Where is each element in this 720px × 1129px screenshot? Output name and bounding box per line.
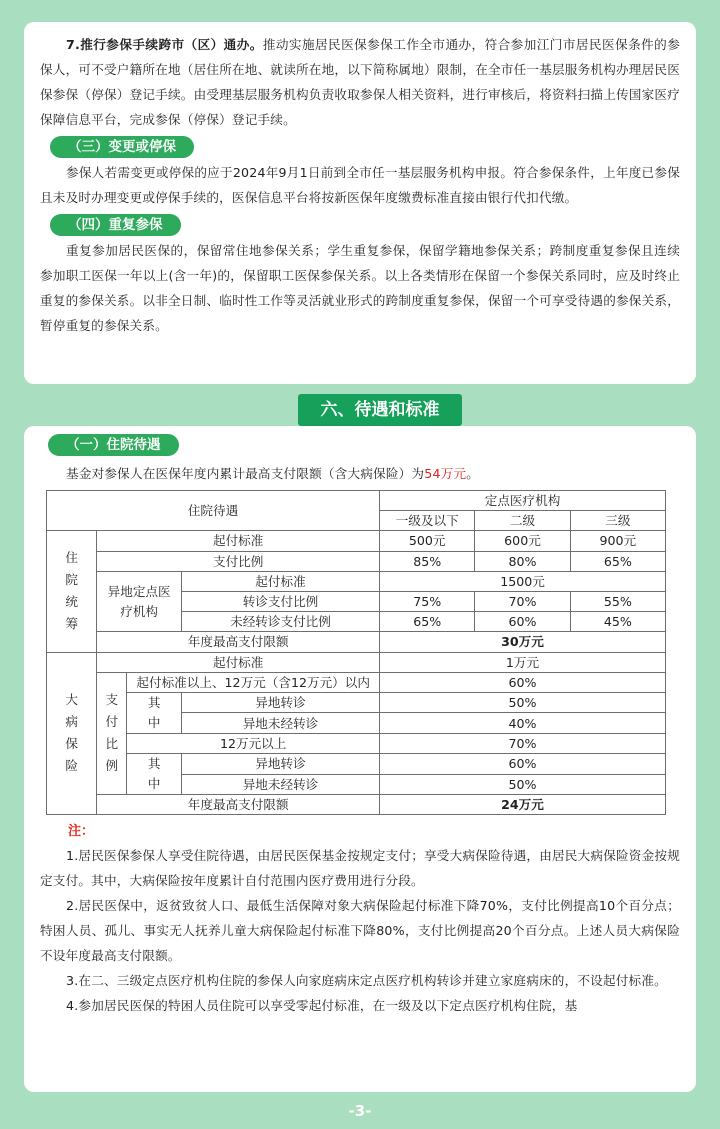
header-main: 住院待遇 [47, 491, 380, 531]
header-level2: 二级 [475, 511, 570, 531]
section-label-duplicate: （四）重复参保 [50, 214, 181, 236]
paragraph-duplicate: 重复参加居民医保的，保留常住地参保关系；学生重复参保，保留学籍地参保关系；跨制度重复参保且连续参加职工医保一年以上(含一年)的，保留职工医保参保关系。以上各类情形在保留一个参保关系同时，应及时终止重复的参保关系。以非全日制、临时性工作等灵活就业形式的跨制度重复参保，保留一个可享受待遇的参保关系，暂停重复的参保关系。 [40, 243, 680, 333]
section-title-banner: 六、待遇和标准 [298, 394, 462, 426]
header-level1: 一级及以下 [380, 511, 475, 531]
row-label: 起付标准 [181, 571, 379, 591]
cell-value: 45% [570, 612, 665, 632]
row-label: 异地未经转诊 [181, 774, 379, 795]
cell-value: 24万元 [380, 795, 666, 815]
cell-value: 500元 [380, 531, 475, 551]
row-label: 异地转诊 [181, 754, 379, 775]
cell-value: 50% [380, 774, 666, 795]
row-label: 未经转诊支付比例 [181, 612, 379, 632]
cell-value: 60% [380, 672, 666, 692]
section-label-hospital: （一）住院待遇 [48, 434, 179, 456]
note-4: 4.参加居民医保的特困人员住院可以享受零起付标准，在一级及以下定点医疗机构住院，基 [66, 998, 578, 1014]
group-label-critical: 大病保险 [47, 652, 97, 815]
note-1: 1.居民医保参保人享受住院待遇，由居民医保基金按规定支付；享受大病保险待遇，由居民大病保险资金按规定支付。其中，大病保险按年度累计自付范围内医疗费用进行分段。 [40, 848, 680, 889]
intro-end: 。 [466, 466, 480, 481]
header-level3: 三级 [570, 511, 665, 531]
benefit-table [46, 490, 666, 815]
cell-value: 40% [380, 713, 666, 734]
row-label: 起付标准 [97, 531, 380, 551]
paragraph-heading: 7.推行参保手续跨市（区）通办。 [66, 37, 263, 52]
notes-title: 注： [68, 824, 95, 840]
paragraph-change: 参保人若需变更或停保的应于2024年9月1日前到全市任一基层服务机构申报。符合参保条件，上年度已参保且未及时办理变更或停保手续的，医保信息平台将按新医保年度缴费标准直接由银行代扣代缴。 [40, 165, 680, 205]
note-2: 2.居民医保中，返贫致贫人口、最低生活保障对象大病保险起付标准下降70%，支付比例提高10个百分点；特困人员、孤儿、事实无人抚养儿童大病保险起付标准下降80%，支付比例提高20个百分点。上述人员大病保险不设年度最高支付限额。 [40, 898, 680, 964]
group-label-inpatient: 住院统筹 [47, 531, 97, 652]
cell-value: 1万元 [380, 652, 666, 672]
cell-value: 75% [380, 591, 475, 611]
paragraph-max-limit [40, 461, 680, 486]
cell-value: 60% [380, 754, 666, 775]
cell-value: 30万元 [380, 632, 666, 652]
paragraph-cross-region [40, 32, 680, 132]
row-label: 支付比例 [97, 551, 380, 571]
among-label: 其中 [127, 692, 182, 733]
header-institution: 定点医疗机构 [380, 491, 666, 511]
section-label-change: （三）变更或停保 [50, 136, 194, 158]
among-label: 其中 [127, 754, 182, 795]
row-label: 12万元以上 [127, 733, 380, 753]
cell-value: 70% [475, 591, 570, 611]
cell-value: 1500元 [380, 571, 666, 591]
row-label: 年度最高支付限额 [97, 632, 380, 652]
cell-value: 55% [570, 591, 665, 611]
row-label: 起付标准以上、12万元（含12万元）以内 [127, 672, 380, 692]
cell-value: 70% [380, 733, 666, 753]
cell-value: 65% [380, 612, 475, 632]
cell-value: 900元 [570, 531, 665, 551]
row-label: 年度最高支付限额 [97, 795, 380, 815]
cell-value: 60% [475, 612, 570, 632]
row-label: 转诊支付比例 [181, 591, 379, 611]
cell-value: 600元 [475, 531, 570, 551]
page-number: -3- [348, 1102, 372, 1120]
cell-value: 65% [570, 551, 665, 571]
cell-value: 85% [380, 551, 475, 571]
max-amount: 54万元 [424, 466, 467, 481]
offsite-label: 异地定点医疗机构 [97, 571, 182, 632]
content-card-top [24, 22, 696, 384]
note-3: 3.在二、三级定点医疗机构住院的参保人向家庭病床定点医疗机构转诊并建立家庭病床的，不设起付标准。 [66, 973, 667, 989]
row-label: 异地未经转诊 [181, 713, 379, 734]
cell-value: 50% [380, 692, 666, 713]
content-card-bottom [24, 426, 696, 1092]
cell-value: 80% [475, 551, 570, 571]
row-label: 异地转诊 [181, 692, 379, 713]
row-label: 起付标准 [97, 652, 380, 672]
pay-ratio-label: 支付比例 [97, 672, 127, 794]
intro-text: 基金对参保人在医保年度内累计最高支付限额（含大病保险）为 [66, 466, 425, 481]
paragraph-text: 推动实施居民医保参保工作全市通办，符合参加江门市居民医保条件的参保人，可不受户籍所在地（居住所在地、就读所在地，以下简称属地）限制，在全市任一基层服务机构办理居民医保参保（停保）登记手续。由受理基层服务机构负责收取参保人相关资料，进行审核后，将资料扫描上传国家医疗保障信息平台，完成参保（停保）登记手续。 [40, 37, 680, 127]
